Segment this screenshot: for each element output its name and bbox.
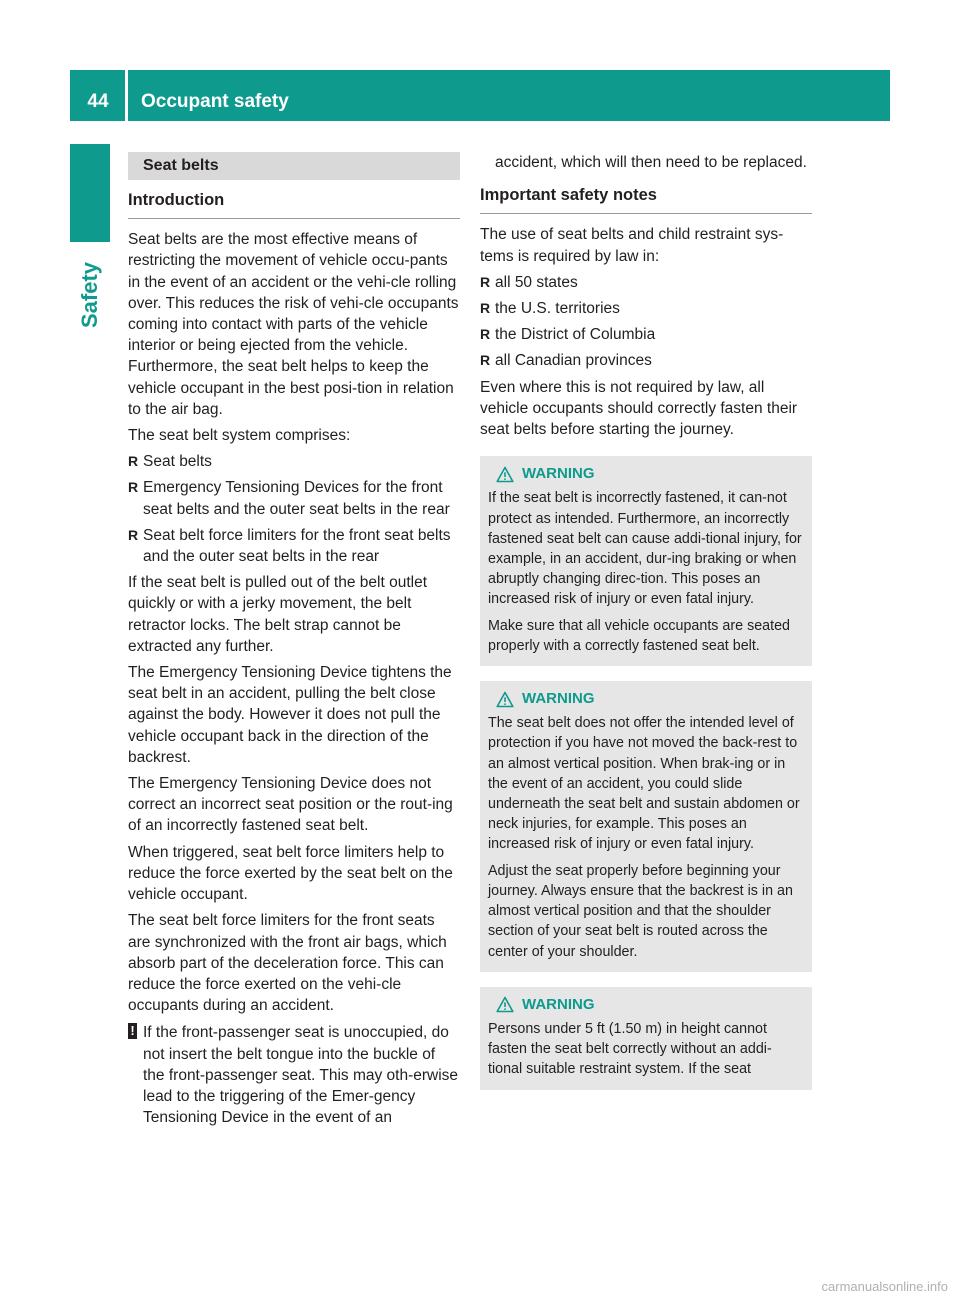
notice-block xyxy=(128,1022,460,1128)
system-paragraph: The seat belt system comprises: xyxy=(128,427,351,445)
warning-box xyxy=(480,987,812,1090)
fasten-paragraph: Even where this is not required by law, all vehicle occupants should correctly fasten their seat belts before starting the journey. xyxy=(480,378,798,439)
warning-header xyxy=(488,689,804,709)
watermark: carmanualsonline.info xyxy=(821,1279,948,1294)
bullet-icon: R xyxy=(480,300,491,317)
warning-header xyxy=(488,995,804,1015)
warning-text: The seat belt does not offer the intended level of protection if you have not moved the back-rest to an almost vertical position. When brak-ing or in the event of an accident, you could slide underneath the seat belt and sustain abdomen or neck injuries, for example. This poses an increased risk of injury or even fatal injury. xyxy=(488,715,800,853)
retractor-paragraph: If the seat belt is pulled out of the belt outlet quickly or with a jerky movement, the belt retractor locks. The belt strap cannot be extracted any further. xyxy=(128,574,428,655)
left-column xyxy=(128,152,460,1128)
warning-title: WARNING xyxy=(522,690,595,708)
list-item: R all 50 states xyxy=(480,272,812,293)
synchronized-paragraph: The seat belt force limiters for the front seats are synchronized with the front air bags, which absorb part of the deceleration force. This can reduce the force exerted on the vehi-cle occupants during an accident. xyxy=(128,912,447,1015)
safety-notes-heading: Important safety notes xyxy=(480,185,812,214)
bullet-icon: R xyxy=(480,273,491,290)
warning-title: WARNING xyxy=(522,465,595,483)
bullet-icon: R xyxy=(480,326,491,343)
warning-triangle-icon xyxy=(496,691,514,708)
warning-instruction: Adjust the seat properly before beginning your journey. Always ensure that the backrest is in an almost vertical position and that the shoulder section of your seat belt is routed across the center of your shoulder. xyxy=(488,862,793,960)
tensioning-paragraph: The Emergency Tensioning Device tightens the seat belt in an accident, pulling the belt close against the body. However it does not pull the vehicle occupant back in the direction of the backrest. xyxy=(128,664,452,766)
warning-triangle-icon xyxy=(496,466,514,483)
list-item: R the U.S. territories xyxy=(480,298,812,319)
side-tab-marker xyxy=(70,144,110,242)
warning-text: If the seat belt is incorrectly fastened, it can-not protect as intended. Furthermore, an incorrectly fastened seat belt can cause addi-tional injury, for example, in an accident, dur-ing braking or when abruptly changing direc-tion. This poses an increased risk of injury or even fatal injury. xyxy=(488,490,802,608)
list-item: R the District of Columbia xyxy=(480,324,812,345)
header-divider xyxy=(125,70,128,121)
warning-title: WARNING xyxy=(522,995,595,1013)
list-item: R Seat belts xyxy=(128,451,460,472)
bullet-icon: R xyxy=(128,453,139,470)
notice-continuation: accident, which will then need to be replaced. xyxy=(495,154,807,171)
warning-instruction: Make sure that all vehicle occupants are seated properly with a correctly fastened seat belt. xyxy=(488,617,790,654)
list-item: R all Canadian provinces xyxy=(480,350,812,371)
side-tab-text: Safety xyxy=(77,261,102,329)
section-title: Seat belts xyxy=(128,152,460,180)
law-paragraph: The use of seat belts and child restraint sys-tems is required by law in: xyxy=(480,226,784,265)
jurisdiction-list xyxy=(480,272,812,372)
chapter-title: Occupant safety xyxy=(141,91,289,112)
warning-header xyxy=(488,464,804,484)
warning-box xyxy=(480,681,812,972)
page-number: 44 xyxy=(87,91,109,112)
intro-paragraph: Seat belts are the most effective means of restricting the movement of vehicle occu-pants in the event of an accident or the vehi-cle rolling over. This reduces the risk of vehi-cle occupants coming into contact with parts of the vehicle interior or being ejected from the vehicle. Furthermore, the seat belt helps to keep the vehicle occupant in the best posi-tion in relation to the air bag. xyxy=(128,231,459,418)
bullet-icon: R xyxy=(128,479,139,496)
bullet-icon: R xyxy=(480,352,491,369)
system-list xyxy=(128,451,460,567)
warning-triangle-icon xyxy=(496,996,514,1013)
right-column xyxy=(480,152,812,1105)
warning-box xyxy=(480,456,812,666)
tensioning-limit-paragraph: The Emergency Tensioning Device does not correct an incorrect seat position or the rout-ing of an incorrectly fastened seat belt. xyxy=(128,775,453,835)
exclamation-icon: ! xyxy=(128,1023,137,1039)
warning-text: Persons under 5 ft (1.50 m) in height cannot fasten the seat belt correctly without an addi-tional suitable restraint system. If the seat xyxy=(488,1020,772,1078)
intro-heading: Introduction xyxy=(128,190,460,219)
notice-text: If the front-passenger seat is unoccupied, do not insert the belt tongue into the buckle of the front-passenger seat. This may oth-erwise lead to the triggering of the Emer-gency Tensioning Device in the event of an xyxy=(143,1024,459,1127)
list-item: R Seat belt force limiters for the front seat belts and the outer seat belts in the rear xyxy=(128,526,451,566)
side-tab-label xyxy=(70,255,110,335)
bullet-icon: R xyxy=(128,526,139,543)
force-limiter-paragraph: When triggered, seat belt force limiters help to reduce the force exerted by the seat belt on the vehicle occupant. xyxy=(128,843,453,904)
list-item: R Emergency Tensioning Devices for the front seat belts and the outer seat belts in the rear xyxy=(128,479,450,518)
